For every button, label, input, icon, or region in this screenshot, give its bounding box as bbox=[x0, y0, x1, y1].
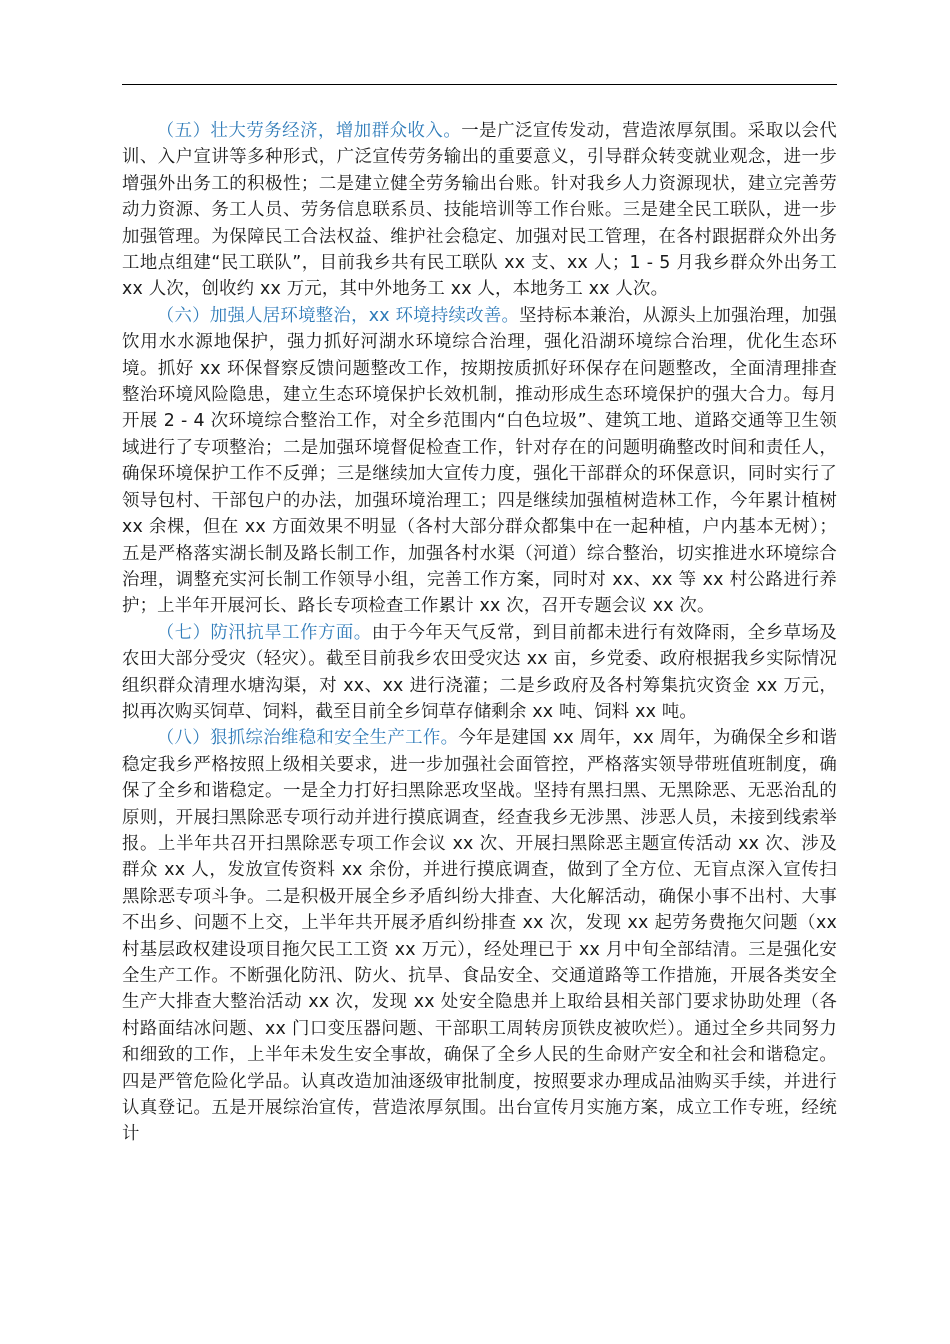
section-heading-6: （六）加强人居环境整治，xx 环境持续改善。 bbox=[156, 305, 520, 326]
paragraph-text: 坚持标本兼治，从源头上加强治理，加强饮用水水源地保护，强力抓好河湖水环境综合治理，强化沿湖环境综合治理，优化生态环境。抓好 xx 环保督察反馈问题整改工作，按期按质抓好环保存在问题整改，全面清理排查整治环境风险隐患，建立生态环境保护长效机制，推动形成生态环境保护的强大合力。每月开展 2 - 4 次环境综合整治工作，对全乡范围内“白色垃圾”、建筑工地、道路交通等卫生领域进行了专项整治；二是加强环境督促检查工作，针对存在的问题明确整改时间和责任人，确保环境保护工作不反弹；三是继续加大宣传力度，强化干部群众的环保意识，同时实行了领导包村、干部包户的办法，加强环境治理工；四是继续加强植树造林工作，今年累计植树 xx 余棵，但在 xx 方面效果不明显（各村大部分群众都集中在一起种植，户内基本无树）；五是严格落实湖长制及路长制工作，加强各村水渠（河道）综合整治，切实推进水环境综合治理，调整充实河长制工作领导小组，完善工作方案，同时对 xx、xx 等 xx 村公路进行养护；上半年开展河长、路长专项检查工作累计 xx 次，召开专题会议 xx 次。 bbox=[122, 305, 837, 617]
paragraph-text: 今年是建国 xx 周年，xx 周年，为确保全乡和谐稳定我乡严格按照上级相关要求，进一步加强社会面管控，严格落实领导带班值班制度，确保了全乡和谐稳定。一是全力打好扫黑除恶攻坚战。坚持有黑扫黑、无黑除恶、无恶治乱的原则，开展扫黑除恶专项行动并进行摸底调查，经查我乡无涉黑、涉恶人员，未接到线索举报。上半年共召开扫黑除恶专项工作会议 xx 次、开展扫黑除恶主题宣传活动 xx 次、涉及群众 xx 人，发放宣传资料 xx 余份，并进行摸底调查，做到了全方位、无盲点深入宣传扫黑除恶专项斗争。二是积极开展全乡矛盾纠纷大排查、大化解活动，确保小事不出村、大事不出乡、问题不上交，上半年共开展矛盾纠纷排查 xx 次，发现 xx 起劳务费拖欠问题（xx 村基层政权建设项目拖欠民工工资 xx 万元），经处理已于 xx 月中旬全部结清。三是强化安全生产工作。不断强化防汛、防火、抗旱、食品安全、交通道路等工作措施，开展各类安全生产大排查大整治活动 xx 次，发现 xx 处安全隐患并上取给县相关部门要求协助处理（各村路面结冰问题、xx 门口变压器问题、干部职工周转房顶铁皮被吹烂）。通过全乡共同努力和细致的工作，上半年未发生安全事故，确保了全乡人民的生命财产安全和社会和谐稳定。四是严管危险化学品。认真改造加油逐级审批制度，按照要求办理成品油购买手续，并进行认真登记。五是开展综治宣传，营造浓厚氛围。出台宣传月实施方案，成立工作专班，经统计 bbox=[122, 728, 837, 1145]
paragraph-flood-drought bbox=[122, 620, 837, 726]
document-body bbox=[122, 118, 837, 1148]
section-heading-5: （五）壮大劳务经济，增加群众收入。 bbox=[156, 121, 462, 141]
paragraph-safety-stability bbox=[122, 725, 837, 1148]
paragraph-environment bbox=[122, 303, 837, 620]
header-rule bbox=[122, 84, 837, 85]
section-heading-7: （七）防汛抗旱工作方面。 bbox=[156, 622, 372, 643]
paragraph-labor-economy bbox=[122, 118, 837, 303]
paragraph-text: 一是广泛宣传发动，营造浓厚氛围。采取以会代训、入户宣讲等多种形式，广泛宣传劳务输出的重要意义，引导群众转变就业观念，进一步增强外出务工的积极性；二是建立健全劳务输出台账。针对我乡人力资源现状，建立完善劳动力资源、务工人员、劳务信息联系员、技能培训等工作台账。三是建全民工联队，进一步加强管理。为保障民工合法权益、维护社会稳定、加强对民工管理，在各村跟据群众外出务工地点组建“民工联队”，目前我乡共有民工联队 xx 支、xx 人；1 - 5 月我乡群众外出务工 xx 人次，创收约 xx 万元，其中外地务工 xx 人，本地务工 xx 人次。 bbox=[122, 121, 838, 300]
paragraph-text: 由于今年天气反常，到目前都未进行有效降雨，全乡草场及农田大部分受灾（轻灾）。截至目前我乡农田受灾达 xx 亩，乡党委、政府根据我乡实际情况组织群众清理水塘沟渠，对 xx、xx 进行浇灌；二是乡政府及各村筹集抗灾资金 xx 万元，拟再次购买饲草、饲料，截至目前全乡饲草存储剩余 xx 吨、饲料 xx 吨。 bbox=[122, 622, 838, 722]
section-heading-8: （八）狠抓综治维稳和安全生产工作。 bbox=[156, 728, 459, 749]
